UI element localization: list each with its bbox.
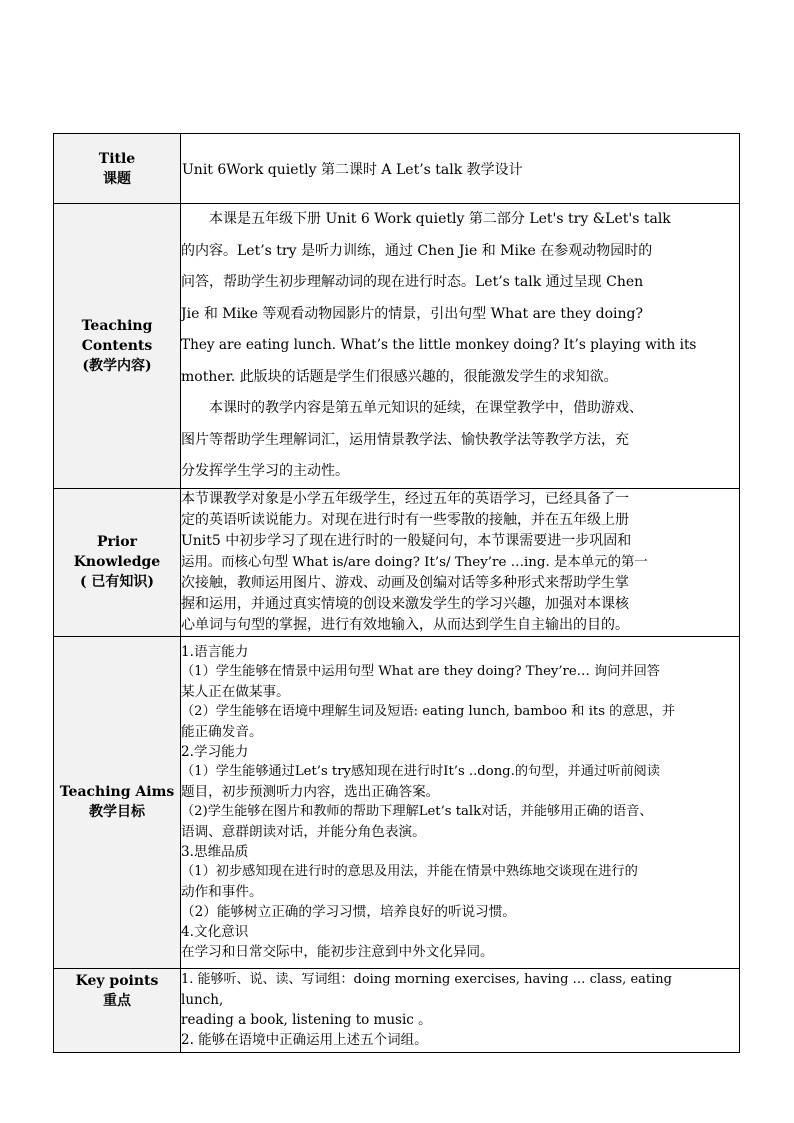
lesson-plan-table (53, 133, 740, 1053)
ta-line: 题目，初步预测听力内容，选出正确答案。 (181, 784, 440, 800)
ta-line: 某人正在做某事。 (181, 684, 290, 700)
tc-line: 本课时的教学内容是第五单元知识的延续，在课堂教学中，借助游戏、 (209, 400, 643, 416)
content-title (181, 134, 740, 204)
label-key-points (54, 968, 181, 1052)
key-points-text (181, 970, 739, 1050)
label-aims-cn: 教学目标 (89, 804, 145, 820)
ta-line: （2)学生能够在图片和教师的帮助下理解Let’s talk对话，并能够用正确的语音、 (181, 804, 653, 819)
ta-line: 语调、意群朗读对话，并能分角色表演。 (181, 824, 426, 840)
ta-line: 动作和事件。 (181, 884, 263, 900)
kp-line: 2. 能够在语境中正确运用上述五个词组。 (181, 1032, 428, 1048)
content-teaching-aims (181, 636, 740, 968)
label-key-cn: 重点 (103, 992, 131, 1009)
content-teaching-contents (181, 204, 740, 489)
ta-line: 2.学习能力 (181, 744, 249, 760)
tc-line: Jie 和 Mike 等观看动物园影片的情景，引出句型 What are they doing? (181, 305, 643, 322)
ta-line: 1.语言能力 (181, 644, 249, 660)
label-prior-knowledge (54, 488, 181, 636)
tc-line: 的内容。Let’s try 是听力训练，通过 Chen Jie 和 Mike 在参观动物园时的 (181, 242, 653, 259)
label-teaching-contents-cn: (教学内容) (82, 357, 152, 374)
label-teaching-contents (54, 204, 181, 489)
kp-line: lunch, (181, 992, 224, 1008)
label-prior-en-1: Prior (97, 534, 137, 550)
pk-line: Unit5 中初步学习了现在进行时的一般疑问句，本节课需要进一步巩固和 (181, 532, 632, 549)
tc-line: 分发挥学生学习的主动性。 (181, 463, 349, 479)
tc-line: mother. 此版块的话题是学生们很感兴趣的，很能激发学生的求知欲。 (181, 368, 618, 385)
ta-line: 3.思维品质 (181, 844, 249, 860)
tc-line: 本课是五年级下册 Unit 6 Work quietly 第二部分 Let's try &Let's talk (209, 211, 671, 227)
prior-knowledge-text (181, 489, 739, 636)
tc-line: 问答，帮助学生初步理解动词的现在进行时态。Let’s talk 通过呈现 Chen (181, 274, 644, 290)
ta-line: （1）学生能够在情景中运用句型 What are they doing? They’re… 询问并回答 (181, 664, 660, 679)
pk-line: 次接触，教师运用图片、游戏、动画及创编对话等多种形式来帮助学生掌 (181, 574, 629, 591)
label-teaching-contents-en-2: Contents (81, 337, 153, 354)
kp-line: 1. 能够听、说、读、写词组：doing morning exercises, having … class, eating (181, 972, 672, 987)
row-title (54, 134, 740, 204)
pk-line: 运用。而核心句型 What is/are doing? It’s/ They’re …ing. 是本单元的第一 (181, 554, 648, 570)
label-title (54, 134, 181, 204)
ta-line: （1）初步感知现在进行时的意思及用法，并能在情景中熟练地交谈现在进行的 (181, 864, 638, 879)
label-prior-en-2: Knowledge (73, 554, 161, 570)
ta-line: 能正确发音。 (181, 724, 263, 740)
ta-line: （2）能够树立正确的学习习惯，培养良好的听说习惯。 (181, 904, 516, 920)
label-prior-cn: ( 已有知识) (79, 574, 155, 590)
tc-line: They are eating lunch. What’s the little monkey doing? It’s playing with its (181, 337, 697, 353)
pk-line: 心单词与句型的掌握，进行有效地输入，从而达到学生自主输出的目的。 (181, 616, 629, 633)
row-teaching-contents (54, 204, 740, 489)
label-aims-en: Teaching Aims (59, 784, 175, 800)
pk-line: 本节课教学对象是小学五年级学生，经过五年的英语学习，已经具备了一 (181, 490, 629, 507)
teaching-contents-para-1 (181, 204, 739, 393)
lesson-title: Unit 6Work quietly 第二课时 A Let’s talk 教学设计 (182, 161, 523, 178)
row-prior-knowledge (54, 488, 740, 636)
label-key-en: Key points (75, 972, 159, 989)
label-teaching-aims (54, 636, 181, 968)
label-teaching-contents-en-1: Teaching (81, 317, 153, 334)
teaching-contents-para-2 (181, 393, 739, 488)
content-key-points (181, 968, 740, 1052)
ta-line: 4.文化意识 (181, 924, 249, 940)
label-title-en: Title (98, 150, 136, 167)
tc-line: 图片等帮助学生理解词汇，运用情景教学法、愉快教学法等教学方法，充 (181, 431, 629, 448)
ta-line: （1）学生能够通过Let’s try感知现在进行时It’s ..dong.的句型，并通过听前阅读 (181, 764, 660, 779)
teaching-aims-text (181, 642, 739, 962)
content-prior-knowledge (181, 488, 740, 636)
row-key-points (54, 968, 740, 1052)
label-title-cn: 课题 (103, 170, 131, 187)
pk-line: 定的英语听读说能力。对现在进行时有一些零散的接触，并在五年级上册 (181, 511, 629, 528)
pk-line: 握和运用，并通过真实情境的创设来激发学生的学习兴趣，加强对本课核 (181, 595, 629, 612)
kp-line: reading a book, listening to music 。 (181, 1012, 432, 1028)
ta-line: 在学习和日常交际中，能初步注意到中外文化异同。 (181, 944, 494, 960)
row-teaching-aims (54, 636, 740, 968)
ta-line: （2）学生能够在语境中理解生词及短语: eating lunch, bamboo 和 its 的意思，并 (181, 704, 676, 719)
